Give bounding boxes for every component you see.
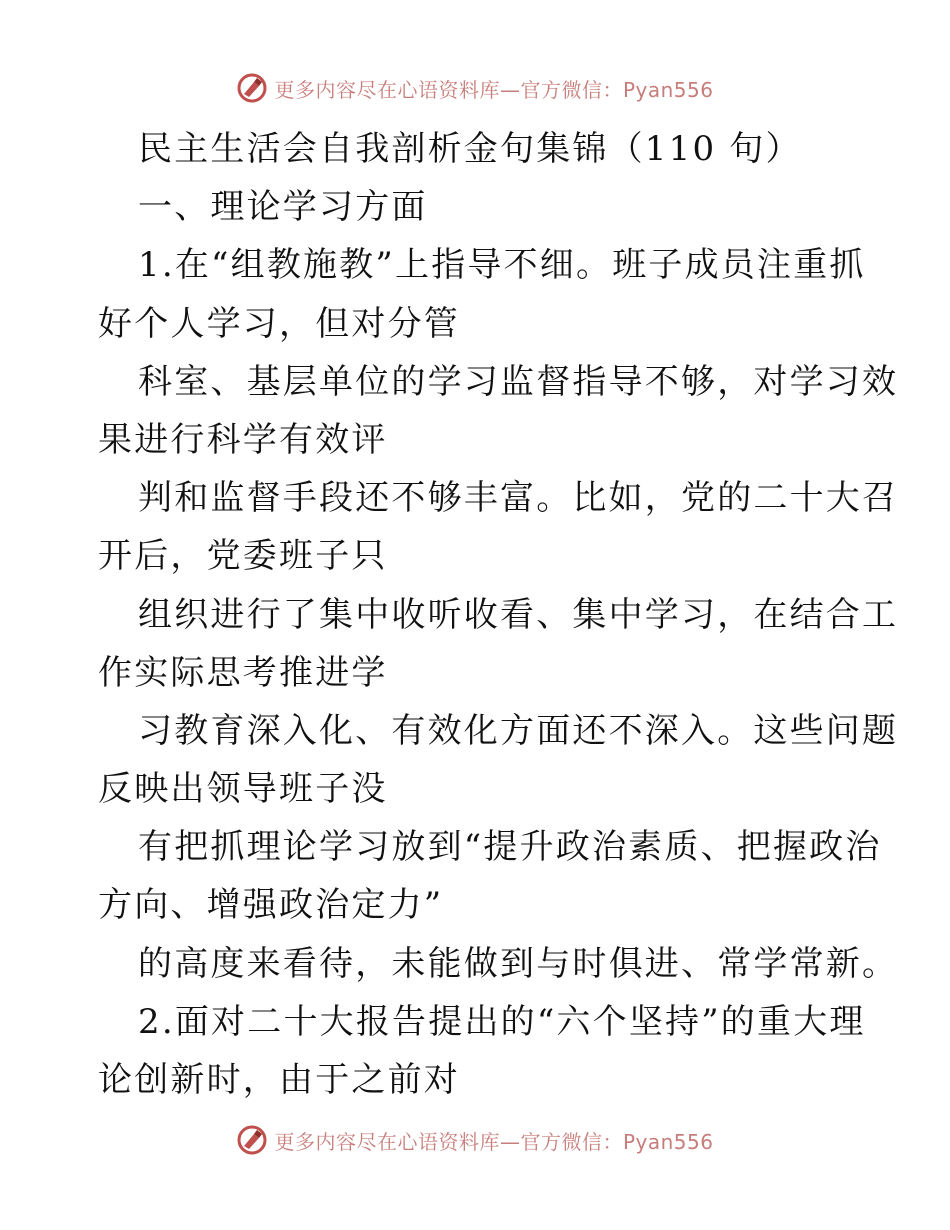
footer-watermark <box>0 1120 950 1160</box>
text-line: 果进行科学有效评 <box>98 419 388 460</box>
text-line: 论创新时，由于之前对 <box>98 1060 460 1100</box>
header-watermark <box>0 68 950 108</box>
watermark-text: 更多内容尽在心语资料库—官方微信：Pyan556 <box>274 77 714 102</box>
watermark-text: 更多内容尽在心语资料库—官方微信：Pyan556 <box>274 1129 714 1154</box>
logo-icon <box>236 1124 268 1156</box>
section-heading: 一、理论学习方面 <box>138 187 428 228</box>
logo-icon <box>236 72 268 104</box>
text-line: 2.面对二十大报告提出的“六个坚持”的重大理 <box>138 1001 866 1042</box>
text-line: 习教育深入化、有效化方面还不深入。这些问题 <box>138 710 899 751</box>
text-line: 科室、基层单位的学习监督指导不够，对学习效 <box>138 361 899 402</box>
text-line: 有把抓理论学习放到“提升政治素质、把握政治 <box>138 827 882 868</box>
document-title: 民主生活会自我剖析金句集锦（110 句） <box>138 129 802 169</box>
text-line: 的高度来看待，未能做到与时俱进、常学常新。 <box>138 943 899 984</box>
document-body <box>98 120 899 1109</box>
text-line: 反映出领导班子没 <box>98 769 388 810</box>
text-line: 开后，党委班子只 <box>98 536 388 577</box>
text-line: 判和监督手段还不够丰富。比如，党的二十大召 <box>138 478 899 519</box>
text-line: 1.在“组教施教”上指导不细。班子成员注重抓 <box>138 245 866 286</box>
text-line: 方向、增强政治定力” <box>98 885 444 926</box>
text-line: 作实际思考推进学 <box>98 652 388 693</box>
text-line: 好个人学习，但对分管 <box>98 303 460 344</box>
text-line: 组织进行了集中收听收看、集中学习，在结合工 <box>138 594 899 635</box>
